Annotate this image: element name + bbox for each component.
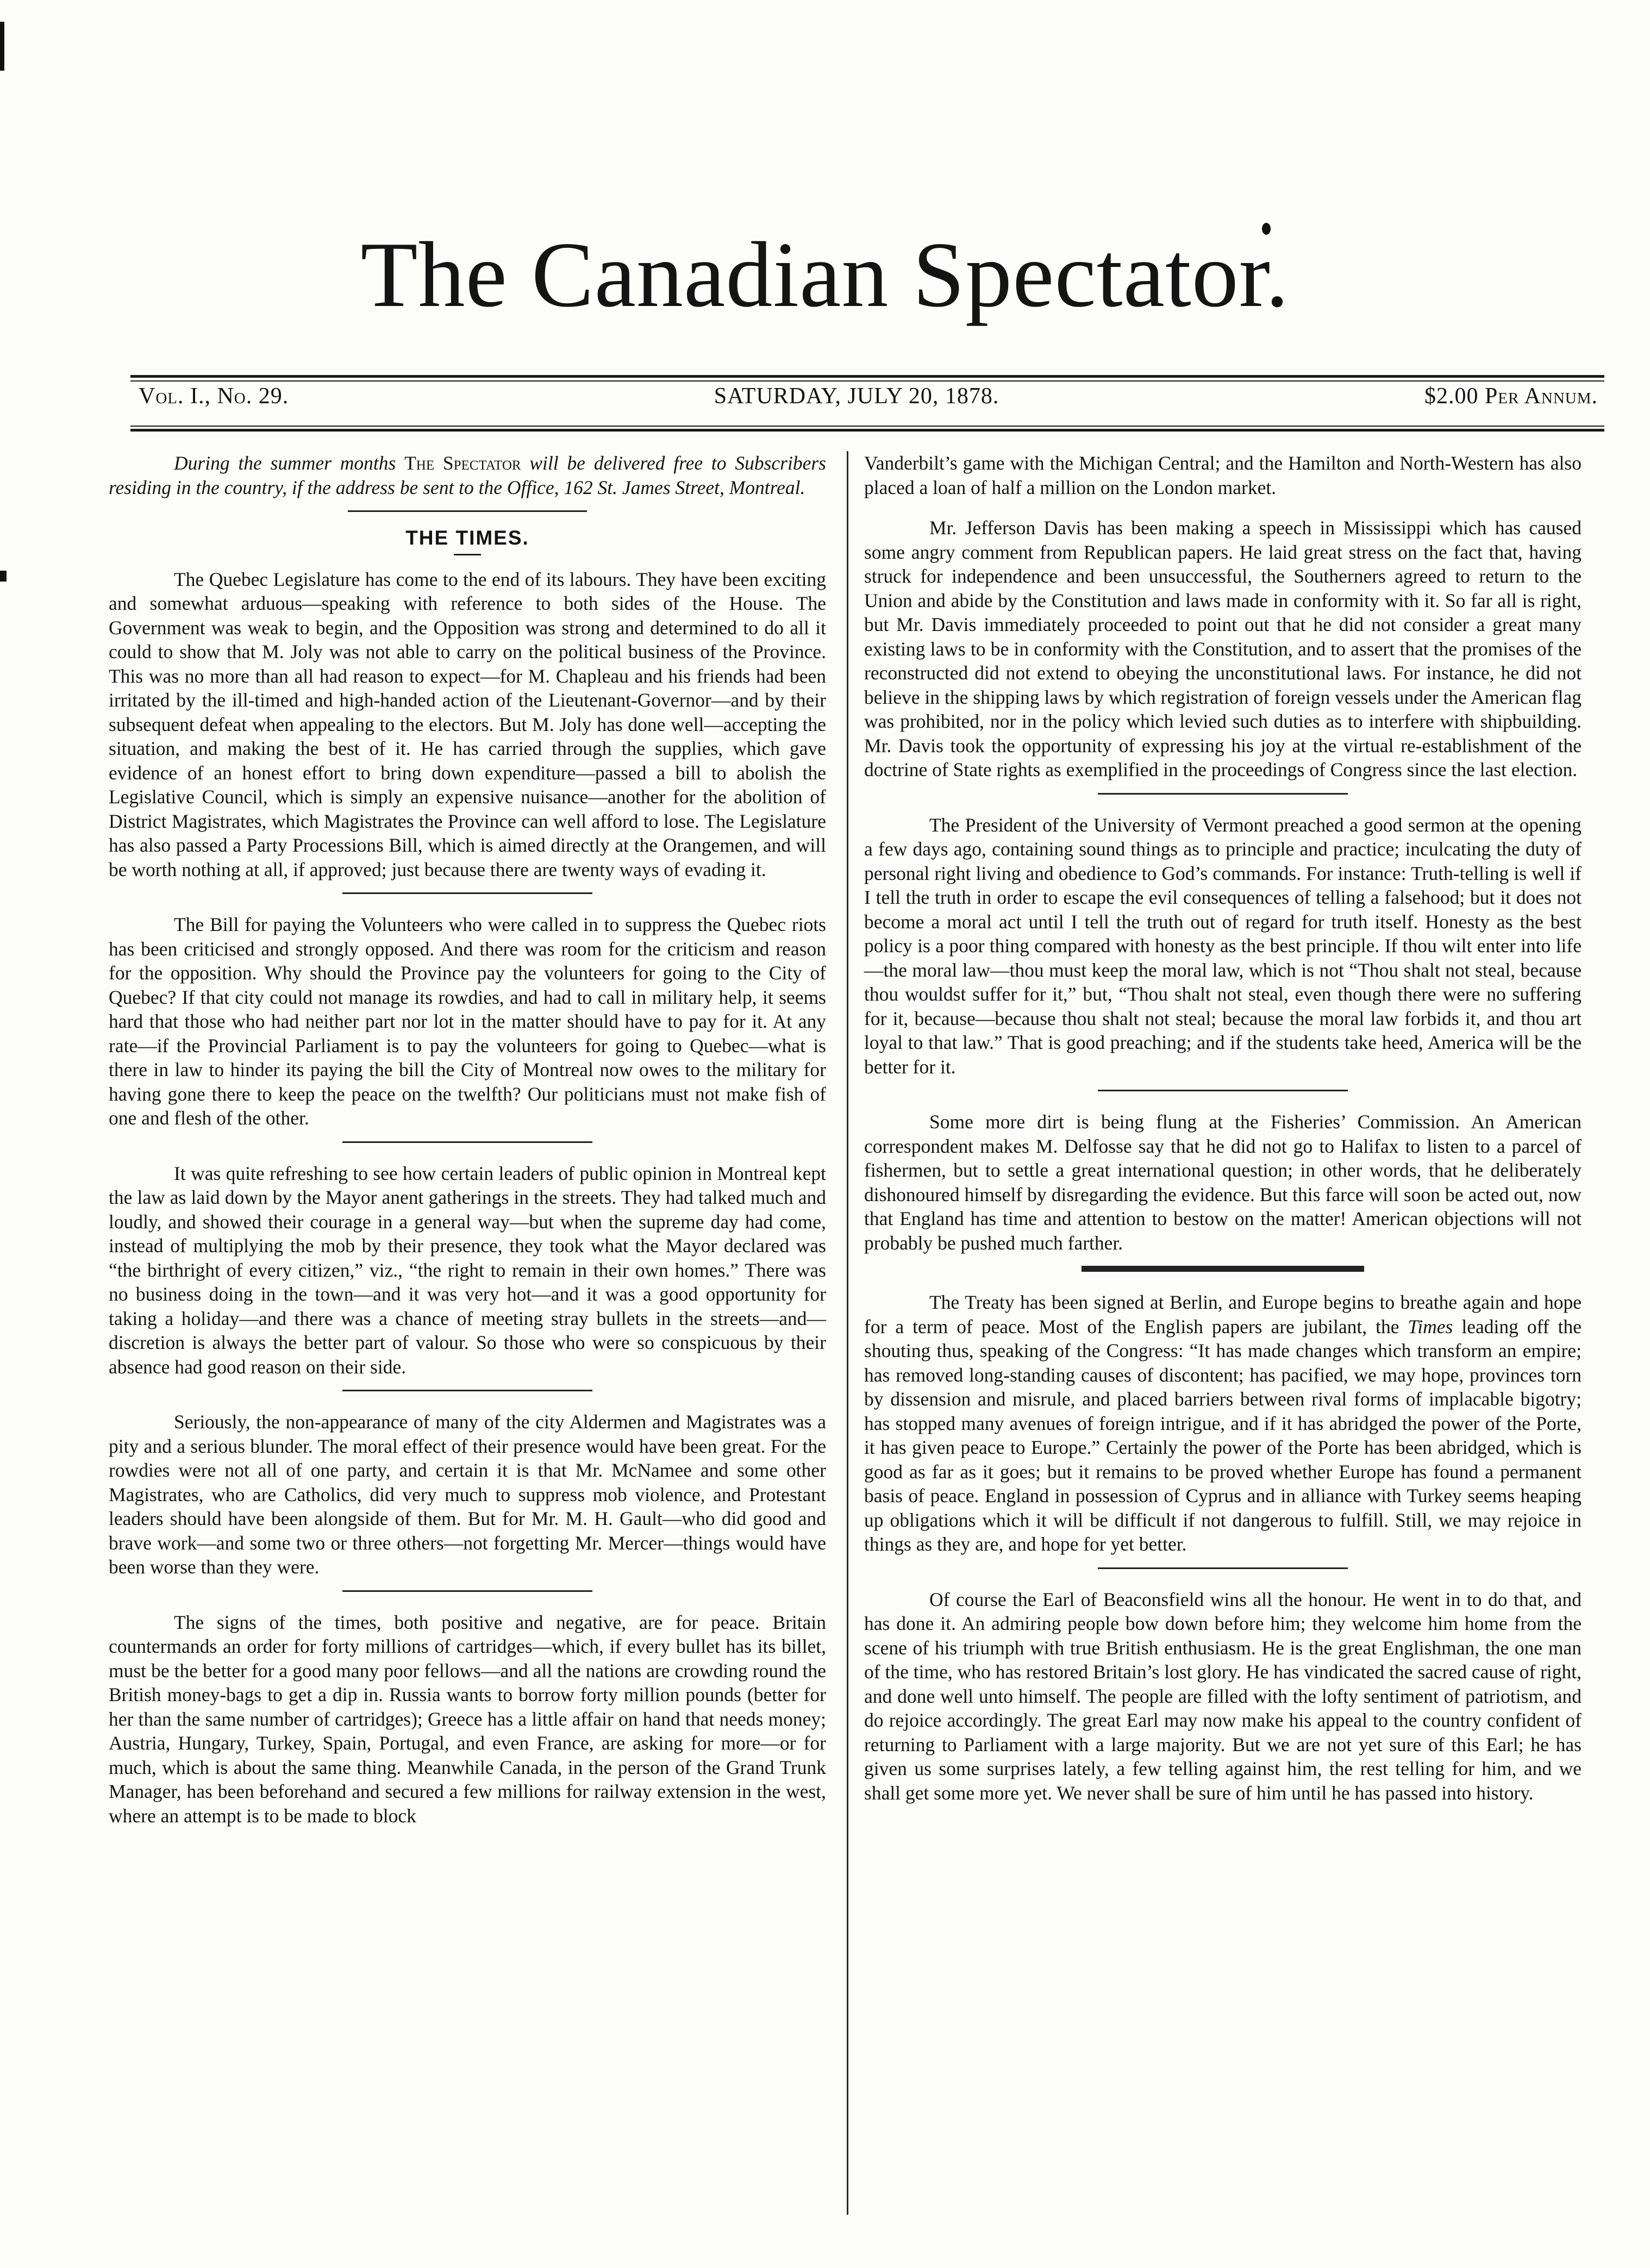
- article-separator-double: [1082, 1266, 1364, 1272]
- bottom-rule-thin: [130, 426, 1604, 427]
- article-paragraph: Of course the Earl of Beaconsfield wins all the honour. He went in to do that, and has done it. An admiring people bow down before him; they welcome him home from the scene of his triumph with true British enthusiasm. He is the great Englishman, the one man of the time, who has restored Britain’s lost glory. He has vindicated the sacred cause of right, and done well unto himself. The people are filled with the lofty sentiment of patriotism, and do rejoice accordingly. The great Earl may now make his appeal to the country confident of returning to Parliament with a large majority. But we are not yet sure of this Earl; he has given us some surprises lately, a few telling against him, the rest telling for him, and we shall get some more yet. We never shall be sure of him until he has passed into history.: [864, 1588, 1582, 1804]
- heading-separator: [348, 510, 587, 512]
- article-paragraph: The President of the University of Vermont preached a good sermon at the opening a few days ago, containing sound things as to principle and practice; inculcating the duty of personal right living and obedience to God’s commands. For instance: Truth-telling is well if I tell the truth in order to escape the evil consequences of telling a falsehood; but it does not become a moral act until I tell the truth out of regard for truth itself. Honesty as the best policy is a poor thing compared with honesty as the best principle. If thou wilt enter into life—the moral law—thou must keep the moral law, which is not “Thou shalt not steal, because thou wouldst suffer for it,” but, “Thou shalt not steal, even though there were no suffering for it, because—because thou shalt not steal; because the moral law forbids it, and thou art loyal to that law.” That is good preaching; and if the students take heed, America will be the better for it.: [864, 814, 1582, 1078]
- top-rule: [130, 375, 1604, 378]
- dateline: [139, 383, 1598, 409]
- issue-date: SATURDAY, JULY 20, 1878.: [714, 384, 999, 409]
- masthead-title: The Canadian Spectator.: [360, 223, 1290, 327]
- article-paragraph: Mr. Jefferson Davis has been making a speech in Mississippi which has caused some angry comment from Republican papers. He laid great stress on the fact that, having struck for independence and been unsuccessful, the Southerners agreed to return to the Union and abide by the Constitution and laws made in conformity with it. So far all is right, but Mr. Davis immediately proceeded to point out that he did not consider a great many existing laws to be in conformity with the Constitution, and to assert that the promises of the reconstructed did not extend to obeying the unconstitutional laws. For instance, he did not believe in the shipping laws by which registration of foreign vessels under the American flag was prohibited, nor in the policy which levied such duties as to interfere with shipbuilding. Mr. Davis took the opportunity of expressing his joy at the virtual re-establishment of the doctrine of State rights as exemplified in the proceedings of Congress since the last election.: [864, 517, 1582, 780]
- article-separator: [1098, 1567, 1348, 1569]
- article-separator: [342, 1590, 592, 1592]
- article-paragraph: The Bill for paying the Volunteers who were called in to suppress the Quebec riots has been criticised and strongly opposed. And there was room for the criticism and reason for the opposition. Why should the Province pay the volunteers for going to the City of Quebec? If that city could not manage its rowdies, and had to call in military help, it seems hard that those who had neither part nor lot in the matter should have to pay for it. At any rate—if the Provincial Parliament is to pay the volunteers for going to Quebec—what is there in law to hinder its paying the bill the City of Montreal now owes to the military for having gone there to keep the peace on the twelfth? Our politicians must not make fish of one and flesh of the other.: [109, 914, 826, 1129]
- left-column: [109, 451, 826, 1839]
- article-paragraph: Seriously, the non-appearance of many of the city Aldermen and Magistrates was a pity and a serious blunder. The moral effect of their presence would have been great. For the rowdies were not all of one party, and certain it is that Mr. McNamee and some other Magistrates, who are Catholics, did very much to suppress mob violence, and Protestant leaders should have been alongside of them. But for Mr. M. H. Gault—who did good and brave work—and some two or three others—not forgetting Mr. Mercer—things would have been worse than they were.: [109, 1411, 826, 1578]
- bottom-rule: [130, 429, 1604, 432]
- column-divider: [847, 451, 848, 2215]
- article-separator: [1098, 793, 1348, 795]
- volume-number: Vol. I., No. 29.: [139, 384, 289, 409]
- top-rule-thin: [130, 380, 1604, 382]
- article-separator: [342, 1141, 592, 1143]
- right-column: [864, 451, 1582, 1816]
- article-paragraph: Vanderbilt’s game with the Michigan Central; and the Hamilton and North-Western has also placed a loan of half a million on the London market.: [864, 452, 1582, 498]
- article-separator: [342, 892, 592, 894]
- article-paragraph: Some more dirt is being flung at the Fisheries’ Commission. An American correspondent makes M. Delfosse say that he did not go to Halifax to listen to a parcel of fishermen, but to settle a great international question; in other words, that he deliberately dishonoured himself by disregarding the evidence. But this farce will soon be acted out, now that England has time and attention to bestow on the matter! American objections will not probably be pushed much farther.: [864, 1111, 1582, 1254]
- article-paragraph: The Quebec Legislature has come to the end of its labours. They have been exciting and somewhat arduous—speaking with reference to both sides of the House. The Government was weak to begin, and the Opposition was strong and determined to do all it could to show that M. Joly was not able to carry on the political business of the Province. This was no more than all had reason to expect—for M. Chapleau and his friends had been irritated by the ill-timed and high-handed action of the Lieutenant-Governor—and by their subsequent defeat when appealing to the electors. But M. Joly has done well—accepting the situation, and making the best of it. He has carried through the supplies, which gave evidence of an honest effort to bring down expenditure—passed a bill to abolish the Legislative Council, which is simply an expensive nuisance—another for the abolition of District Magistrates, which Magistrates the Province can well afford to lose. The Legislature has also passed a Party Processions Bill, which is aimed directly at the Orangemen, and will be worth nothing at all, if approved; just because there are twenty ways of evading it.: [109, 568, 826, 880]
- article-separator: [342, 1390, 592, 1391]
- binding-mark: [0, 22, 4, 71]
- binding-mark: [0, 571, 7, 582]
- article-paragraph: The Treaty has been signed at Berlin, and Europe begins to breathe again and hope for a term of peace. Most of the English papers are jubilant, the Times leading off the shouting thus, speaking of the Congress: “It has made changes which transform an empire; has removed long-standing causes of discontent; has pacified, we may hope, provinces torn by dissension and misrule, and placed barriers between rival forms of implacable bigotry; has stopped many avenues of foreign intrigue, and if it has abridged the power of the Porte, it has given peace to Europe.” Certainly the power of the Porte has been abridged, which is good as far as it goes; but it remains to be proved whether Europe has found a permanent basis of peace. England in possession of Cyprus and in alliance with Turkey seems heaping up obligations which it will be difficult if not dangerous to fulfill. Still, we may rejoice in things as they are, and hope for yet better.: [864, 1291, 1582, 1555]
- subscription-price: $2.00 Per Annum.: [1424, 384, 1598, 409]
- section-heading: THE TIMES.: [405, 527, 529, 549]
- article-separator: [1098, 1090, 1348, 1091]
- article-paragraph: The signs of the times, both positive and negative, are for peace. Britain countermands an order for forty millions of cartridges—which, if every bullet has its billet, must be the better for a good many poor fellows—and all the nations are crowding round the British money-bags to get a dip in. Russia wants to borrow forty million pounds (better for her than the same number of cartridges); Greece has a little affair on hand that needs money; Austria, Hungary, Turkey, Spain, Portugal, and even France, are asking for more—or for much, which is about the same thing. Meanwhile Canada, in the person of the Grand Trunk Manager, has been beforehand and secured a few millions for railway extension in the west, where an attempt is to be made to block: [109, 1611, 826, 1827]
- subscriber-notice: During the summer months The Spectator will be delivered free to Subscribers residing in the country, if the address be sent to the Office, 162 St. James Street, Montreal.: [109, 452, 826, 498]
- article-paragraph: It was quite refreshing to see how certain leaders of public opinion in Montreal kept the law as laid down by the Mayor anent gatherings in the streets. They had talked much and loudly, and showed their courage in a general way—but when the supreme day had come, instead of multiplying the mob by their presence, they took what the Mayor declared was “the birthright of every citizen,” viz., “the right to remain in their own homes.” There was no business doing in the town—and it was very hot—and it was a good opportunity for taking a holiday—and there was a chance of meeting stray bullets in the streets—and—discretion is always the better part of valour. So those who were so conspicuous by their absence had good reason on their side.: [109, 1162, 826, 1378]
- heading-underline: [454, 554, 481, 555]
